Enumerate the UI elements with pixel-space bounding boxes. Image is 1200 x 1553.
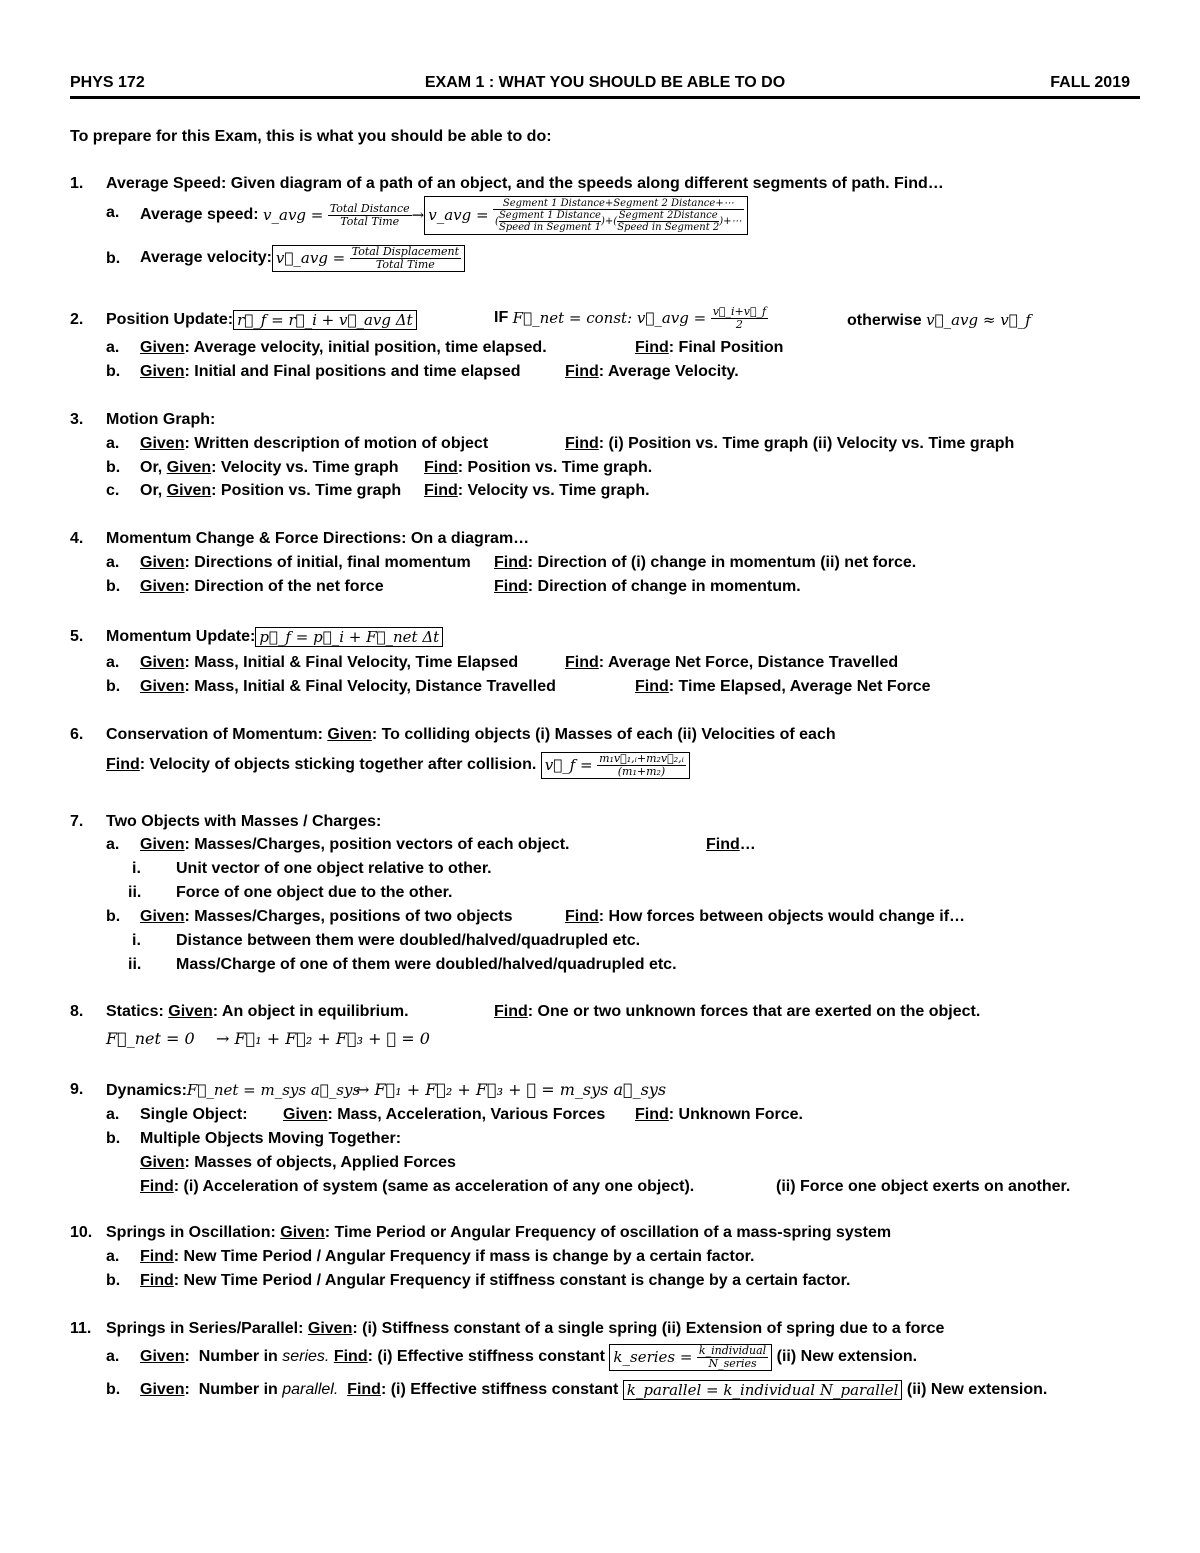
s1b-text: Average velocity:	[140, 249, 272, 266]
s3c-find: Find: Velocity vs. Time graph.	[424, 482, 650, 499]
s1a-line	[140, 195, 748, 235]
s2-eq-box: r⃗_f = r⃗_i + v⃗_avg Δt	[233, 310, 417, 330]
s3c-label: c.	[106, 482, 120, 499]
s10b-find: Find: New Time Period / Angular Frequency if stiffness constant is change by a certain factor.	[140, 1272, 851, 1289]
s8-eq2: → F⃗₁ + F⃗₂ + F⃗₃ + ⋯ = 0	[216, 1029, 430, 1048]
s6-eq-box: v⃗_f = $\frac{\text{m₁v⃗₁,ᵢ+m₂v⃗₂,ᵢ}}{\text{(m₁+m₂)}}$	[541, 752, 690, 779]
s8-number: 8.	[70, 1003, 84, 1020]
s3a-label: a.	[106, 435, 120, 452]
s7a-given: Given: Masses/Charges, position vectors of each object.	[140, 836, 570, 853]
s4-title: Momentum Change & Force Directions: On a diagram…	[106, 530, 530, 547]
s7bi-label: i.	[132, 932, 141, 949]
course-code: PHYS 172	[70, 74, 145, 91]
s7bii-text: Mass/Charge of one of them were doubled/halved/quadrupled etc.	[176, 956, 677, 973]
arrow: →	[411, 206, 425, 224]
s3b-given: Or, Given: Velocity vs. Time graph	[140, 459, 399, 476]
s1b-line	[140, 240, 465, 276]
s1a-label: a.	[106, 204, 120, 221]
s1a-text: Average speed:	[140, 206, 259, 223]
s6-number: 6.	[70, 726, 84, 743]
s9a-given: Given: Mass, Acceleration, Various Forces	[283, 1106, 606, 1123]
s4a-label: a.	[106, 554, 120, 571]
s8-title-line: Statics: Given: An object in equilibrium.	[106, 1003, 409, 1020]
s1-number: 1.	[70, 175, 84, 192]
s7bii-label: ii.	[128, 956, 142, 973]
s2-otherwise: otherwise v⃗_avg ≈ v⃗_f	[847, 311, 1031, 329]
s7a-find: Find…	[706, 836, 756, 853]
s11b-line: Given: Number in parallel. Find: (i) Effective stiffness constant k_parallel = k_individual N_parallel (ii) New extension.	[140, 1381, 1048, 1399]
s2a-label: a.	[106, 339, 120, 356]
s5a-given: Given: Mass, Initial & Final Velocity, Time Elapsed	[140, 654, 519, 671]
s9-title-line: Dynamics:F⃗_net = m_sys a⃗_sys	[106, 1081, 361, 1099]
s1b-label: b.	[106, 250, 121, 267]
s11b-label: b.	[106, 1381, 121, 1398]
s5a-label: a.	[106, 654, 120, 671]
s4a-given: Given: Directions of initial, final momentum	[140, 554, 471, 571]
s2-number: 2.	[70, 311, 84, 328]
page-title: EXAM 1 : WHAT YOU SHOULD BE ABLE TO DO	[424, 74, 786, 91]
s9b-text: Multiple Objects Moving Together:	[140, 1130, 402, 1147]
s5b-label: b.	[106, 678, 121, 695]
s9a-find: Find: Unknown Force.	[635, 1106, 803, 1123]
s4b-given: Given: Direction of the net force	[140, 578, 384, 595]
s10-title-line: Springs in Oscillation: Given: Time Period or Angular Frequency of oscillation of a mass-spring system	[106, 1224, 892, 1241]
s9b-label: b.	[106, 1130, 121, 1147]
s7b-given: Given: Masses/Charges, positions of two objects	[140, 908, 513, 925]
s9b-find2: (ii) Force one object exerts on another.	[776, 1178, 1071, 1195]
s11-number: 11.	[70, 1320, 92, 1337]
s7b-label: b.	[106, 908, 121, 925]
s7-number: 7.	[70, 813, 84, 830]
page-header	[70, 74, 1140, 99]
s4b-label: b.	[106, 578, 121, 595]
s5-title-line: Momentum Update: p⃗_f = p⃗_i + F⃗_net Δt	[106, 627, 443, 647]
s1a-box: v_avg = Segment 1 Distance+Segment 2 Distance+⋯ ( Segment 1 Distance Speed in Segment 1 )+( Segment 2Distance Speed in Segment 2 )+⋯	[424, 196, 747, 235]
s2a-given: Given: Average velocity, initial position, time elapsed.	[140, 339, 547, 356]
s5-eq-box: p⃗_f = p⃗_i + F⃗_net Δt	[255, 627, 443, 647]
s3c-given: Or, Given: Position vs. Time graph	[140, 482, 402, 499]
s4-number: 4.	[70, 530, 84, 547]
s7b-find: Find: How forces between objects would change if…	[565, 908, 966, 925]
s3b-label: b.	[106, 459, 121, 476]
s10a-find: Find: New Time Period / Angular Frequency if mass is change by a certain factor.	[140, 1248, 755, 1265]
s7ai-text: Unit vector of one object relative to other.	[176, 860, 492, 877]
s7bi-text: Distance between them were doubled/halved/quadrupled etc.	[176, 932, 641, 949]
s8-eq1: F⃗_net = 0	[106, 1029, 195, 1048]
s4b-find: Find: Direction of change in momentum.	[494, 578, 801, 595]
s3b-find: Find: Position vs. Time graph.	[424, 459, 653, 476]
s10-number: 10.	[70, 1224, 93, 1241]
s2-if: IF F⃗_net = const: v⃗_avg = $\frac{v⃗\_i+v⃗\_f}{2}$	[494, 304, 767, 331]
s11b-eq-box: k_parallel = k_individual N_parallel	[623, 1380, 903, 1400]
s3-number: 3.	[70, 411, 84, 428]
s7ai-label: i.	[132, 860, 141, 877]
s2b-label: b.	[106, 363, 121, 380]
s3-title: Motion Graph:	[106, 411, 216, 428]
s7-title: Two Objects with Masses / Charges:	[106, 813, 382, 830]
s10a-label: a.	[106, 1248, 120, 1265]
s1b-box: v⃗_avg = $\frac{\text{Total Displacement}}{\text{Total Time}}$	[272, 245, 465, 272]
s6-find-line: Find : Velocity of objects sticking together after collision. v⃗_f = $\frac{\text{m₁v⃗₁,ᵢ+m₂v⃗₂,ᵢ}}{\text{(m₁+m₂)}}$	[106, 747, 690, 783]
intro: To prepare for this Exam, this is what you should be able to do:	[70, 128, 552, 145]
s10b-label: b.	[106, 1272, 121, 1289]
s3a-given: Given: Written description of motion of object	[140, 435, 489, 452]
s9a-pre: Single Object:	[140, 1106, 248, 1123]
s9b-find: Find: (i) Acceleration of system (same as acceleration of any one object).	[140, 1178, 695, 1195]
s9a-label: a.	[106, 1106, 120, 1123]
s9-eq2: → F⃗₁ + F⃗₂ + F⃗₃ + ⋯ = m_sys a⃗_sys	[356, 1080, 667, 1099]
s7a-label: a.	[106, 836, 120, 853]
semester: FALL 2019	[1050, 74, 1130, 91]
s1-title: Average Speed: Given diagram of a path of an object, and the speeds along different segments of path. Find…	[106, 175, 944, 192]
s9-number: 9.	[70, 1081, 84, 1098]
s1a-lhs: v_avg =	[263, 206, 324, 224]
s3a-find: Find: (i) Position vs. Time graph (ii) Velocity vs. Time graph	[565, 435, 1015, 452]
s2b-find: Find: Average Velocity.	[565, 363, 739, 380]
s11a-eq-box: k_series = $\frac{\text{k\_individual}}{\text{N\_series}}$	[609, 1344, 772, 1371]
s7aii-label: ii.	[128, 884, 142, 901]
s5a-find: Find: Average Net Force, Distance Travelled	[565, 654, 899, 671]
s5b-given: Given: Mass, Initial & Final Velocity, Distance Travelled	[140, 678, 556, 695]
s1a-fraction: $\frac{\text{Total Distance}}{\text{Total Time}}$	[329, 201, 410, 228]
s8-find: Find: One or two unknown forces that are exerted on the object.	[494, 1003, 981, 1020]
s7aii-text: Force of one object due to the other.	[176, 884, 453, 901]
s6-title-line: Conservation of Momentum: Given: To colliding objects (i) Masses of each (ii) Velocities of each	[106, 726, 836, 743]
s5-number: 5.	[70, 628, 84, 645]
s2-title-line: Position Update: r⃗_f = r⃗_i + v⃗_avg Δt	[106, 310, 417, 330]
s2b-given: Given: Initial and Final positions and time elapsed	[140, 363, 521, 380]
s2a-find: Find: Final Position	[635, 339, 784, 356]
s11-title-line: Springs in Series/Parallel: Given: (i) Stiffness constant of a single spring (ii) Extension of spring due to a force	[106, 1320, 945, 1337]
s5b-find: Find: Time Elapsed, Average Net Force	[635, 678, 931, 695]
s4a-find: Find: Direction of (i) change in momentum (ii) net force.	[494, 554, 917, 571]
s11a-label: a.	[106, 1348, 120, 1365]
s11a-line: Given : Number in series. Find : (i) Effective stiffness constant k_series = $\frac{\text{k\_individual}}{\text{N\_series}}$ (ii) New extension.	[140, 1343, 918, 1370]
s9b-given: Given: Masses of objects, Applied Forces	[140, 1154, 456, 1171]
